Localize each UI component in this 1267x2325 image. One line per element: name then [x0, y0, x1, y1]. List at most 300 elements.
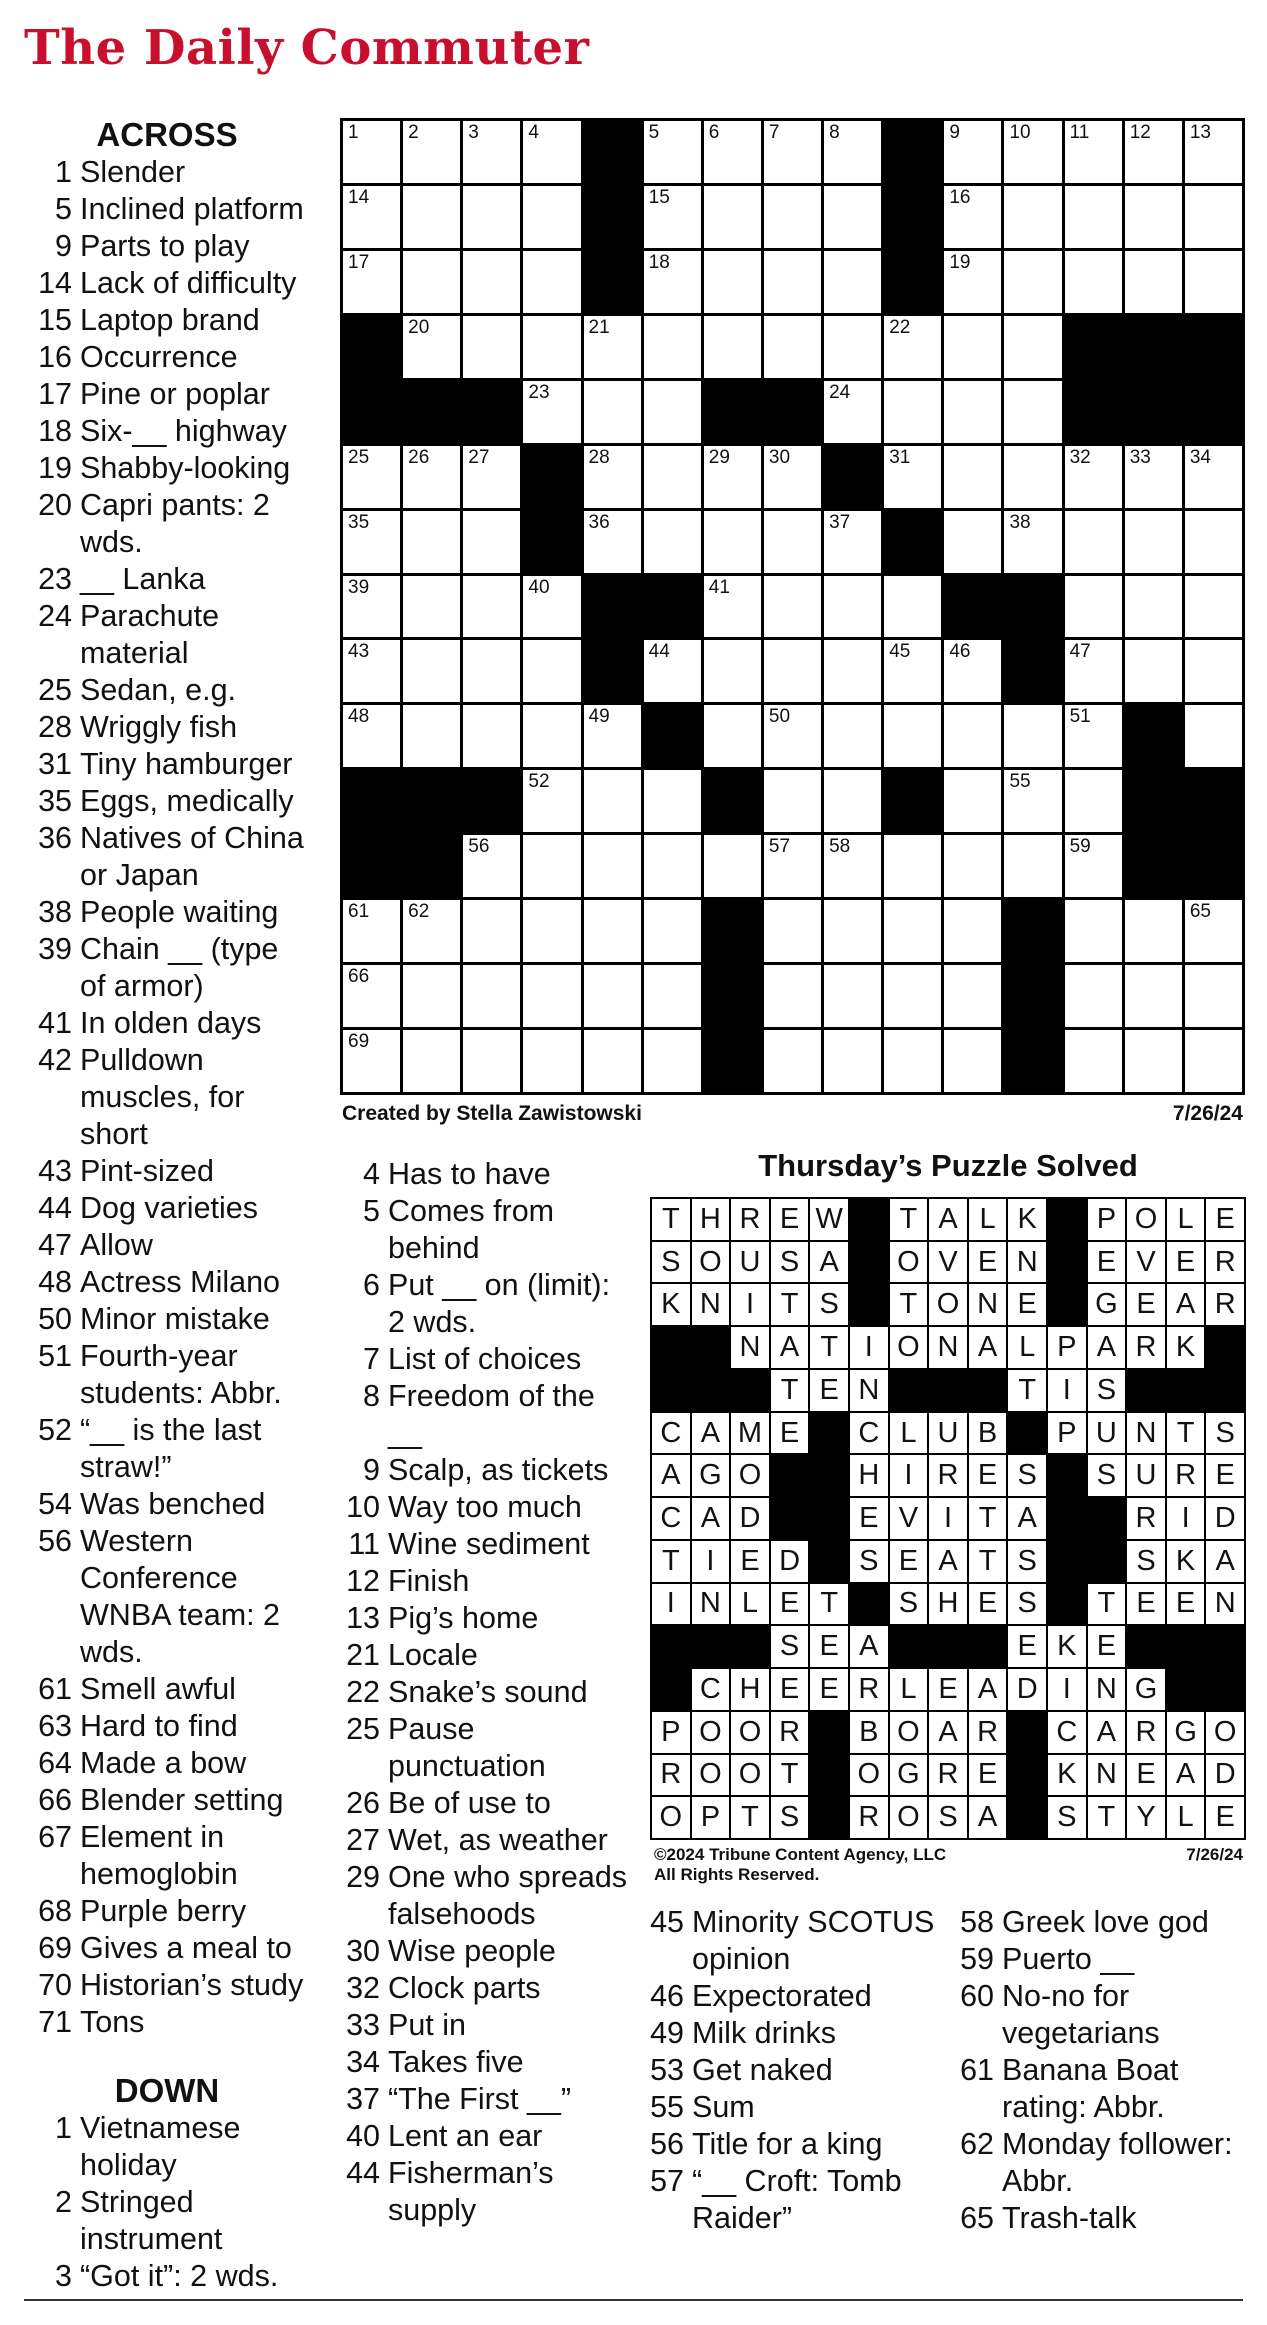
grid-cell[interactable] — [1065, 705, 1122, 767]
clue-number: 10 — [346, 1490, 380, 1524]
clue-text: Element in hemoglobin — [80, 1820, 238, 1891]
grid-cell[interactable] — [584, 446, 641, 508]
grid-cell[interactable] — [523, 640, 580, 702]
solution-letter: S — [850, 1541, 888, 1582]
grid-block — [884, 770, 941, 832]
grid-cell[interactable] — [944, 381, 1001, 443]
solution-letter: E — [1127, 1755, 1165, 1796]
grid-cell[interactable] — [1004, 511, 1061, 573]
grid-cell[interactable] — [403, 251, 460, 313]
clue-text: “Got it”: 2 wds. — [80, 2259, 279, 2293]
grid-cell[interactable] — [1065, 770, 1122, 832]
grid-cell[interactable] — [704, 251, 761, 313]
grid-cell[interactable] — [343, 965, 400, 1027]
grid-cell[interactable] — [824, 121, 881, 183]
grid-cell[interactable] — [403, 965, 460, 1027]
grid-cell[interactable] — [1065, 251, 1122, 313]
grid-block — [1125, 381, 1182, 443]
grid-cell[interactable] — [644, 511, 701, 573]
grid-cell[interactable] — [764, 121, 821, 183]
clue-text: Clock parts — [388, 1971, 541, 2005]
grid-cell[interactable] — [944, 835, 1001, 897]
cell-number: 7 — [768, 122, 780, 143]
grid-block — [403, 770, 460, 832]
grid-cell[interactable] — [403, 1030, 460, 1092]
grid-cell[interactable] — [523, 576, 580, 638]
clue-number: 63 — [38, 1709, 72, 1743]
solution-letter: R — [652, 1755, 690, 1796]
grid-cell[interactable] — [764, 900, 821, 962]
solution-block — [1167, 1626, 1205, 1667]
grid-cell[interactable] — [403, 576, 460, 638]
grid-cell[interactable] — [584, 1030, 641, 1092]
grid-cell[interactable] — [884, 1030, 941, 1092]
grid-cell[interactable] — [764, 576, 821, 638]
grid-cell[interactable] — [1065, 965, 1122, 1027]
cell-number: 22 — [889, 316, 911, 338]
solution-letter: I — [731, 1284, 769, 1325]
solution-block — [1167, 1370, 1205, 1411]
solution-letter: N — [1127, 1413, 1165, 1454]
solution-grid — [650, 1197, 1246, 1840]
grid-cell[interactable] — [463, 446, 520, 508]
solution-letter: G — [1127, 1669, 1165, 1710]
grid-cell[interactable] — [764, 511, 821, 573]
grid-cell[interactable] — [1004, 381, 1061, 443]
grid-cell[interactable] — [704, 121, 761, 183]
grid-cell[interactable] — [343, 446, 400, 508]
clue-item — [950, 1941, 1250, 1978]
solution-letter: N — [1088, 1669, 1126, 1710]
grid-cell[interactable] — [343, 900, 400, 962]
grid-cell[interactable] — [463, 1030, 520, 1092]
solution-letter: P — [652, 1712, 690, 1753]
cell-number: 23 — [528, 381, 550, 403]
grid-cell[interactable] — [944, 511, 1001, 573]
grid-cell[interactable] — [644, 835, 701, 897]
grid-cell[interactable] — [463, 900, 520, 962]
grid-cell[interactable] — [1004, 835, 1061, 897]
grid-cell[interactable] — [644, 381, 701, 443]
grid-cell[interactable] — [944, 770, 1001, 832]
clue-item — [330, 1193, 630, 1267]
clue-text: Be of use to — [388, 1786, 551, 1820]
clue-item — [330, 1600, 630, 1637]
grid-cell[interactable] — [403, 121, 460, 183]
solution-letter: U — [1127, 1455, 1165, 1496]
grid-cell[interactable] — [1065, 900, 1122, 962]
grid-cell[interactable] — [584, 511, 641, 573]
grid-cell[interactable] — [824, 835, 881, 897]
down-column-2 — [330, 1156, 630, 2229]
clue-text: Title for a king — [692, 2127, 883, 2161]
clue-text: “__ Croft: Tomb Raider” — [692, 2164, 902, 2235]
clue-text: Banana Boat rating: Abbr. — [1002, 2053, 1179, 2124]
grid-cell[interactable] — [523, 770, 580, 832]
grid-cell[interactable] — [824, 186, 881, 248]
solution-letter: E — [1127, 1284, 1165, 1325]
grid-cell[interactable] — [1065, 121, 1122, 183]
grid-cell[interactable] — [1185, 965, 1242, 1027]
grid-cell[interactable] — [1185, 705, 1242, 767]
grid-cell[interactable] — [343, 640, 400, 702]
grid-cell[interactable] — [824, 316, 881, 378]
solution-letter: R — [850, 1669, 888, 1710]
grid-cell[interactable] — [584, 316, 641, 378]
grid-cell[interactable] — [1125, 900, 1182, 962]
clue-item — [640, 2015, 940, 2052]
grid-cell[interactable] — [1125, 511, 1182, 573]
grid-cell[interactable] — [884, 965, 941, 1027]
grid-cell[interactable] — [584, 770, 641, 832]
clue-number: 57 — [650, 2164, 684, 2198]
grid-cell[interactable] — [343, 186, 400, 248]
grid-cell[interactable] — [764, 640, 821, 702]
grid-cell[interactable] — [764, 705, 821, 767]
grid-cell[interactable] — [1185, 251, 1242, 313]
grid-cell[interactable] — [343, 1030, 400, 1092]
grid-cell[interactable] — [1065, 835, 1122, 897]
clue-number: 13 — [346, 1601, 380, 1635]
solution-letter: E — [850, 1498, 888, 1539]
grid-cell[interactable] — [463, 186, 520, 248]
solution-letter: A — [969, 1327, 1007, 1368]
solution-letter: A — [929, 1712, 967, 1753]
grid-cell[interactable] — [1065, 640, 1122, 702]
grid-cell[interactable] — [884, 446, 941, 508]
grid-cell[interactable] — [1065, 186, 1122, 248]
grid-cell[interactable] — [644, 121, 701, 183]
solution-block — [850, 1199, 888, 1240]
grid-cell[interactable] — [1185, 186, 1242, 248]
clue-text: Get naked — [692, 2053, 833, 2087]
grid-cell[interactable] — [1004, 121, 1061, 183]
solution-letter: T — [771, 1755, 809, 1796]
grid-cell[interactable] — [584, 965, 641, 1027]
grid-cell[interactable] — [463, 705, 520, 767]
solution-letter: H — [731, 1669, 769, 1710]
grid-cell[interactable] — [343, 576, 400, 638]
grid-cell[interactable] — [944, 186, 1001, 248]
solution-block — [929, 1370, 967, 1411]
solution-letter: A — [929, 1541, 967, 1582]
grid-block — [764, 381, 821, 443]
grid-cell[interactable] — [944, 121, 1001, 183]
solution-letter: S — [890, 1584, 928, 1625]
grid-cell[interactable] — [704, 640, 761, 702]
grid-cell[interactable] — [523, 186, 580, 248]
solution-letter: S — [652, 1242, 690, 1283]
clue-number: 48 — [38, 1265, 72, 1299]
grid-cell[interactable] — [584, 381, 641, 443]
clue-text: Pint-sized — [80, 1154, 214, 1188]
clue-number: 67 — [38, 1820, 72, 1854]
grid-block — [523, 511, 580, 573]
solution-letter: D — [1206, 1498, 1244, 1539]
cell-number: 9 — [949, 122, 960, 143]
grid-cell[interactable] — [944, 316, 1001, 378]
grid-cell[interactable] — [1065, 511, 1122, 573]
cell-number: 33 — [1129, 446, 1151, 468]
solution-letter: O — [890, 1797, 928, 1838]
solution-block — [1088, 1498, 1126, 1539]
clue-number: 42 — [38, 1043, 72, 1077]
grid-cell[interactable] — [944, 965, 1001, 1027]
clue-item — [950, 2126, 1250, 2200]
grid-cell[interactable] — [343, 705, 400, 767]
clue-text: Hard to find — [80, 1709, 238, 1743]
grid-cell[interactable] — [644, 446, 701, 508]
grid-cell[interactable] — [884, 316, 941, 378]
clue-number: 1 — [55, 2111, 72, 2145]
grid-cell[interactable] — [704, 446, 761, 508]
grid-cell[interactable] — [403, 705, 460, 767]
grid-cell[interactable] — [343, 511, 400, 573]
grid-cell[interactable] — [403, 640, 460, 702]
grid-cell[interactable] — [1185, 1030, 1242, 1092]
grid-cell[interactable] — [884, 640, 941, 702]
grid-cell[interactable] — [824, 900, 881, 962]
solution-letter: P — [1048, 1327, 1086, 1368]
solution-block — [1008, 1797, 1046, 1838]
grid-cell[interactable] — [1185, 576, 1242, 638]
grid-cell[interactable] — [1125, 640, 1182, 702]
solution-letter: B — [850, 1712, 888, 1753]
grid-cell[interactable] — [523, 965, 580, 1027]
clue-item — [22, 820, 312, 894]
grid-cell[interactable] — [824, 1030, 881, 1092]
cell-number: 46 — [949, 641, 971, 663]
grid-cell[interactable] — [944, 900, 1001, 962]
grid-cell[interactable] — [343, 251, 400, 313]
down-clue-list-2 — [330, 1156, 630, 2229]
solution-block — [810, 1755, 848, 1796]
clue-number: 19 — [38, 451, 72, 485]
cell-number: 25 — [348, 446, 370, 468]
grid-cell[interactable] — [523, 316, 580, 378]
grid-cell[interactable] — [523, 251, 580, 313]
grid-cell[interactable] — [1125, 186, 1182, 248]
grid-cell[interactable] — [944, 251, 1001, 313]
grid-cell[interactable] — [644, 640, 701, 702]
grid-cell[interactable] — [644, 186, 701, 248]
grid-cell[interactable] — [704, 511, 761, 573]
grid-cell[interactable] — [463, 640, 520, 702]
cell-number: 56 — [468, 836, 490, 858]
solution-letter: I — [1048, 1669, 1086, 1710]
grid-block — [463, 381, 520, 443]
solution-letter: C — [652, 1413, 690, 1454]
grid-cell[interactable] — [884, 835, 941, 897]
grid-cell[interactable] — [944, 1030, 1001, 1092]
grid-cell[interactable] — [1125, 251, 1182, 313]
solution-block — [850, 1242, 888, 1283]
solution-letter: E — [810, 1669, 848, 1710]
grid-cell[interactable] — [824, 576, 881, 638]
grid-cell[interactable] — [704, 705, 761, 767]
clue-item — [330, 1637, 630, 1674]
grid-cell[interactable] — [1125, 446, 1182, 508]
grid-cell[interactable] — [824, 770, 881, 832]
solution-letter: T — [1008, 1370, 1046, 1411]
grid-cell[interactable] — [523, 835, 580, 897]
solution-letter: A — [929, 1199, 967, 1240]
grid-cell[interactable] — [1125, 1030, 1182, 1092]
solution-letter: C — [652, 1498, 690, 1539]
solution-letter: O — [929, 1284, 967, 1325]
solution-letter: A — [1167, 1284, 1205, 1325]
grid-cell[interactable] — [584, 835, 641, 897]
grid-cell[interactable] — [463, 835, 520, 897]
grid-cell[interactable] — [824, 705, 881, 767]
grid-block — [704, 1030, 761, 1092]
solution-block — [1127, 1370, 1165, 1411]
grid-cell[interactable] — [1125, 121, 1182, 183]
clue-text: Freedom of the __ — [388, 1379, 595, 1450]
solved-title: Thursday’s Puzzle Solved — [758, 1148, 1138, 1183]
grid-cell[interactable] — [644, 900, 701, 962]
clue-number: 45 — [650, 1905, 684, 1939]
grid-cell[interactable] — [764, 251, 821, 313]
down-column-3 — [640, 1904, 940, 2237]
grid-cell[interactable] — [1125, 576, 1182, 638]
grid-cell[interactable] — [644, 251, 701, 313]
grid-cell[interactable] — [644, 965, 701, 1027]
grid-cell[interactable] — [1185, 640, 1242, 702]
grid-cell[interactable] — [644, 316, 701, 378]
grid-cell[interactable] — [403, 900, 460, 962]
grid-cell[interactable] — [523, 705, 580, 767]
grid-cell[interactable] — [1185, 121, 1242, 183]
grid-cell[interactable] — [1004, 446, 1061, 508]
grid-cell[interactable] — [644, 1030, 701, 1092]
grid-cell[interactable] — [1125, 965, 1182, 1027]
grid-cell[interactable] — [523, 1030, 580, 1092]
clue-number: 71 — [38, 2005, 72, 2039]
grid-cell[interactable] — [463, 316, 520, 378]
grid-cell[interactable] — [944, 446, 1001, 508]
grid-cell[interactable] — [463, 965, 520, 1027]
clue-number: 2 — [55, 2185, 72, 2219]
grid-cell[interactable] — [764, 770, 821, 832]
grid-cell[interactable] — [704, 186, 761, 248]
clue-text: Tiny hamburger — [80, 747, 293, 781]
grid-cell[interactable] — [1065, 446, 1122, 508]
clue-item — [640, 2052, 940, 2089]
grid-cell[interactable] — [1004, 186, 1061, 248]
grid-cell[interactable] — [824, 640, 881, 702]
grid-cell[interactable] — [1004, 705, 1061, 767]
grid-cell[interactable] — [523, 121, 580, 183]
grid-cell[interactable] — [403, 186, 460, 248]
grid-cell[interactable] — [403, 511, 460, 573]
clue-text: Wine sediment — [388, 1527, 590, 1561]
grid-cell[interactable] — [403, 316, 460, 378]
grid-cell[interactable] — [1065, 1030, 1122, 1092]
grid-cell[interactable] — [1065, 576, 1122, 638]
grid-cell[interactable] — [1004, 316, 1061, 378]
grid-cell[interactable] — [884, 381, 941, 443]
grid-cell[interactable] — [1185, 446, 1242, 508]
grid-cell[interactable] — [764, 186, 821, 248]
cell-number: 38 — [1009, 511, 1031, 533]
solution-letter: E — [1088, 1242, 1126, 1283]
cell-number: 4 — [528, 122, 539, 143]
puzzle-date: 7/26/24 — [1172, 1102, 1243, 1125]
clue-number: 12 — [346, 1564, 380, 1598]
clue-text: Six-__ highway — [80, 414, 287, 448]
grid-cell[interactable] — [1185, 900, 1242, 962]
grid-cell[interactable] — [644, 770, 701, 832]
solution-letter: R — [1127, 1712, 1165, 1753]
grid-cell[interactable] — [764, 965, 821, 1027]
solution-letter: E — [929, 1669, 967, 1710]
grid-cell[interactable] — [1004, 770, 1061, 832]
grid-cell[interactable] — [463, 121, 520, 183]
clue-number: 56 — [650, 2127, 684, 2161]
grid-cell[interactable] — [944, 640, 1001, 702]
clue-text: Trash-talk — [1002, 2201, 1137, 2235]
clue-text: Actress Milano — [80, 1265, 281, 1299]
grid-cell[interactable] — [764, 446, 821, 508]
grid-cell[interactable] — [343, 121, 400, 183]
solution-letter: E — [1167, 1242, 1205, 1283]
grid-cell[interactable] — [463, 251, 520, 313]
grid-cell[interactable] — [704, 316, 761, 378]
solution-block — [1008, 1712, 1046, 1753]
solution-block — [1127, 1626, 1165, 1667]
grid-cell[interactable] — [1004, 251, 1061, 313]
grid-cell[interactable] — [1185, 511, 1242, 573]
grid-cell[interactable] — [704, 835, 761, 897]
grid-cell[interactable] — [824, 251, 881, 313]
grid-cell[interactable] — [523, 900, 580, 962]
grid-cell[interactable] — [944, 705, 1001, 767]
grid-cell[interactable] — [884, 705, 941, 767]
cell-number: 27 — [468, 446, 490, 468]
clue-text: Fisherman’s supply — [388, 2156, 554, 2227]
grid-cell[interactable] — [584, 900, 641, 962]
clue-item — [640, 2126, 940, 2163]
grid-cell[interactable] — [884, 900, 941, 962]
solution-letter: G — [890, 1755, 928, 1796]
grid-cell[interactable] — [463, 576, 520, 638]
grid-cell[interactable] — [403, 446, 460, 508]
grid-block — [704, 900, 761, 962]
grid-cell[interactable] — [463, 511, 520, 573]
grid-cell[interactable] — [764, 316, 821, 378]
cell-number: 21 — [588, 316, 610, 338]
clue-item — [22, 598, 312, 672]
cell-number: 1 — [348, 122, 359, 143]
grid-cell[interactable] — [704, 576, 761, 638]
clue-text: Chain __ (type of armor) — [80, 932, 279, 1003]
grid-cell[interactable] — [523, 381, 580, 443]
solution-letter: G — [1167, 1712, 1205, 1753]
solution-letter: E — [771, 1199, 809, 1240]
clue-number: 53 — [650, 2053, 684, 2087]
grid-cell[interactable] — [824, 511, 881, 573]
grid-cell[interactable] — [584, 705, 641, 767]
cell-number: 18 — [648, 251, 670, 273]
grid-cell[interactable] — [764, 835, 821, 897]
grid-cell[interactable] — [884, 576, 941, 638]
grid-cell[interactable] — [764, 1030, 821, 1092]
clue-item — [330, 2081, 630, 2118]
grid-cell[interactable] — [824, 965, 881, 1027]
clue-text: Pine or poplar — [80, 377, 270, 411]
grid-cell[interactable] — [824, 381, 881, 443]
